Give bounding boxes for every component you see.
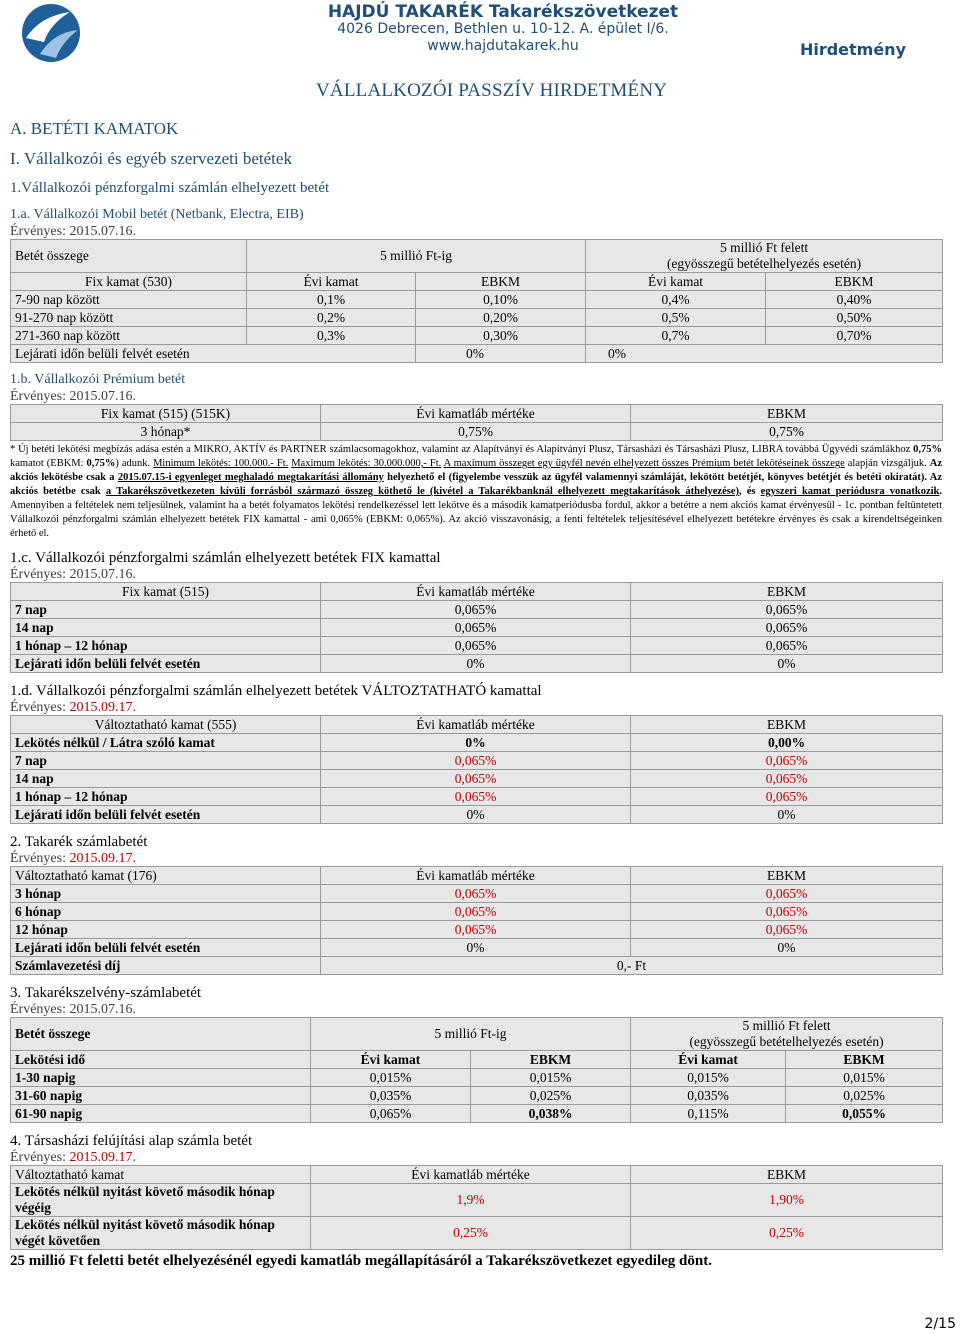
note-rate: 0,75% bbox=[913, 444, 942, 455]
s1c-valid: Érvényes: 2015.07.16. bbox=[10, 567, 136, 582]
table-cell: Évi kamatláb mértéke bbox=[321, 583, 631, 601]
table-cell: Évi kamat bbox=[586, 273, 766, 291]
hajdu-takarek-logo bbox=[20, 2, 82, 64]
table-cell: 0,115% bbox=[631, 1105, 786, 1123]
table-cell: 0,065% bbox=[631, 637, 943, 655]
table-row bbox=[11, 752, 943, 770]
s1b-valid: Érvényes: 2015.07.16. bbox=[10, 389, 136, 404]
table-row bbox=[11, 423, 943, 441]
valid-date: 2015.09.17. bbox=[69, 1150, 136, 1165]
table-row bbox=[11, 921, 943, 939]
main-content bbox=[10, 116, 942, 1270]
s3-table bbox=[10, 1017, 943, 1123]
bank-website[interactable]: www.hajdutakarek.hu bbox=[427, 38, 579, 54]
table-cell: EBKM bbox=[631, 867, 943, 885]
table-cell: EBKM bbox=[786, 1051, 943, 1069]
table-cell: 0,065% bbox=[321, 921, 631, 939]
table-cell: 6 hónap bbox=[11, 903, 321, 921]
s2-valid bbox=[10, 851, 942, 866]
table-cell: 0,4% bbox=[586, 291, 766, 309]
table-cell: 0,065% bbox=[321, 752, 631, 770]
table-cell: Lejárati időn belüli felvét esetén bbox=[11, 806, 321, 824]
table-cell: 3 hónap bbox=[11, 885, 321, 903]
table-cell: 0,025% bbox=[471, 1087, 631, 1105]
table-row bbox=[11, 1217, 943, 1250]
table-cell: 0% bbox=[321, 655, 631, 673]
table-row bbox=[11, 716, 943, 734]
table-cell: Évi kamat bbox=[247, 273, 416, 291]
table-cell: 0,015% bbox=[786, 1069, 943, 1087]
table-cell: 12 hónap bbox=[11, 921, 321, 939]
table-cell: 0,065% bbox=[321, 885, 631, 903]
table-row bbox=[11, 619, 943, 637]
note-bold: , és bbox=[739, 486, 761, 497]
table-cell: EBKM bbox=[631, 716, 943, 734]
valid-label: Érvényes: bbox=[10, 1150, 70, 1165]
table-cell: Évi kamat bbox=[311, 1051, 471, 1069]
table-cell: Lekötés nélkül nyitást követő második hónap végéig bbox=[11, 1184, 311, 1217]
table-cell: Évi kamatláb mértéke bbox=[311, 1166, 631, 1184]
s1a-table bbox=[10, 239, 943, 363]
table-cell: 0,065% bbox=[321, 788, 631, 806]
table-cell: 1 hónap – 12 hónap bbox=[11, 637, 321, 655]
table-cell: 1,9% bbox=[311, 1184, 631, 1217]
table-cell: 14 nap bbox=[11, 619, 321, 637]
s1d-valid bbox=[10, 700, 942, 715]
s1b-footnote bbox=[10, 443, 942, 541]
table-row bbox=[11, 637, 943, 655]
cell-line: 5 millió Ft felett bbox=[719, 240, 809, 255]
table-cell: Betét összege bbox=[11, 240, 247, 273]
table-cell: Évi kamat bbox=[631, 1051, 786, 1069]
table-cell: 5 millió Ft-ig bbox=[311, 1018, 631, 1051]
table-cell: 3 hónap* bbox=[11, 423, 321, 441]
valid-label: Érvényes: bbox=[10, 700, 70, 715]
table-cell: 1,90% bbox=[631, 1184, 943, 1217]
table-cell: Lejárati időn belüli felvét esetén bbox=[11, 939, 321, 957]
table-cell: 7 nap bbox=[11, 752, 321, 770]
table-cell: EBKM bbox=[631, 583, 943, 601]
valid-date: 2015.09.17. bbox=[69, 851, 136, 866]
table-cell: 0,025% bbox=[786, 1087, 943, 1105]
doc-type: Hirdetmény bbox=[799, 40, 906, 59]
table-cell bbox=[586, 240, 943, 273]
table-row bbox=[11, 655, 943, 673]
table-cell: 0,065% bbox=[631, 788, 943, 806]
table-cell: 7 nap bbox=[11, 601, 321, 619]
table-cell: 0% bbox=[321, 734, 631, 752]
table-cell: 0,065% bbox=[321, 770, 631, 788]
valid-label: Érvényes: bbox=[10, 851, 70, 866]
s1a-valid: Érvényes: 2015.07.16. bbox=[10, 224, 136, 239]
table-cell: Számlavezetési díj bbox=[11, 957, 321, 975]
table-cell: 0% bbox=[321, 806, 631, 824]
table-row bbox=[11, 1087, 943, 1105]
table-cell: 0,065% bbox=[321, 903, 631, 921]
table-cell: 0,065% bbox=[631, 903, 943, 921]
table-cell: 0% bbox=[416, 345, 586, 363]
table-cell: 0,30% bbox=[416, 327, 586, 345]
table-row bbox=[11, 734, 943, 752]
table-row bbox=[11, 1051, 943, 1069]
note-bold: helyezhető el (figyelembe vesszük az ügyfél valamennyi számláját, lekötött betétjét, könyves betétjét és betéti okiratát). Az akciós betétbe csak bbox=[10, 472, 942, 497]
table-row bbox=[11, 309, 943, 327]
table-cell: 0,065% bbox=[631, 885, 943, 903]
note-bold-underline: egyszeri kamat periódusra vonatkozik bbox=[760, 486, 940, 497]
table-cell: Lekötés nélkül / Látra szóló kamat bbox=[11, 734, 321, 752]
table-cell: Lejárati időn belüli felvét esetén bbox=[11, 345, 416, 363]
section-i-heading: I. Vállalkozói és egyéb szervezeti betétek bbox=[10, 149, 292, 168]
note-max: Maximum lekötés: 30.000.000,- Ft. bbox=[291, 458, 442, 469]
table-cell: 0,00% bbox=[631, 734, 943, 752]
table-cell: 14 nap bbox=[11, 770, 321, 788]
table-row bbox=[11, 601, 943, 619]
note-bold-underline: 2015.07.15-i egyenleget meghaladó megtakarítási állomány bbox=[117, 472, 384, 483]
table-cell: Változtatható kamat bbox=[11, 1166, 311, 1184]
table-row bbox=[11, 1184, 943, 1217]
s1-heading: 1.Vállalkozói pénzforgalmi számlán elhelyezett betét bbox=[10, 180, 330, 196]
footer-note: 25 millió Ft feletti betét elhelyezésénél egyedi kamatláb megállapításáról a Takarékszövetkezet egyedileg dönt. bbox=[10, 1253, 712, 1269]
table-cell: 0,40% bbox=[766, 291, 943, 309]
s1b-heading: 1.b. Vállalkozói Prémium betét bbox=[10, 372, 186, 387]
table-cell: Változtatható kamat (555) bbox=[11, 716, 321, 734]
table-cell: 0,25% bbox=[311, 1217, 631, 1250]
s4-heading: 4. Társasházi felújítási alap számla betét bbox=[10, 1133, 253, 1149]
table-cell bbox=[631, 1018, 943, 1051]
table-cell: EBKM bbox=[766, 273, 943, 291]
table-cell: 0,50% bbox=[766, 309, 943, 327]
table-cell: 0% bbox=[631, 939, 943, 957]
table-cell: Évi kamatláb mértéke bbox=[321, 867, 631, 885]
table-cell: 7-90 nap között bbox=[11, 291, 247, 309]
table-cell: 0% bbox=[586, 345, 943, 363]
note-bold: Az akciós lekötésbe csak a bbox=[10, 458, 942, 483]
note-bold: . bbox=[939, 486, 943, 497]
table-row bbox=[11, 957, 943, 975]
table-cell: 0,5% bbox=[586, 309, 766, 327]
table-cell: 0,015% bbox=[311, 1069, 471, 1087]
s1c-heading: 1.c. Vállalkozói pénzforgalmi számlán elhelyezett betétek FIX kamattal bbox=[10, 550, 441, 566]
table-row bbox=[11, 903, 943, 921]
table-cell: 0,015% bbox=[471, 1069, 631, 1087]
s1d-heading: 1.d. Vállalkozói pénzforgalmi számlán elhelyezett betétek VÁLTOZTATHATÓ kamattal bbox=[10, 683, 542, 699]
table-row bbox=[11, 1105, 943, 1123]
s1c-table bbox=[10, 582, 943, 673]
bank-name: HAJDÚ TAKARÉK Takarékszövetkezet bbox=[327, 2, 679, 22]
table-cell: Lekötés nélkül nyitást követő második hónap végét követően bbox=[11, 1217, 311, 1250]
s4-valid bbox=[10, 1150, 942, 1165]
page-title: VÁLLALKOZÓI PASSZÍV HIRDETMÉNY bbox=[316, 80, 668, 101]
table-cell: Lekötési idő bbox=[11, 1051, 311, 1069]
table-cell: 0,70% bbox=[766, 327, 943, 345]
table-row bbox=[11, 770, 943, 788]
table-row bbox=[11, 1018, 943, 1051]
page-header bbox=[0, 0, 960, 80]
table-cell: 0,7% bbox=[586, 327, 766, 345]
table-cell: Fix kamat (515) (515K) bbox=[11, 405, 321, 423]
s1b-table bbox=[10, 404, 943, 441]
table-cell: 0,- Ft bbox=[321, 957, 943, 975]
table-cell: EBKM bbox=[471, 1051, 631, 1069]
table-cell: 0,20% bbox=[416, 309, 586, 327]
s3-valid: Érvényes: 2015.07.16. bbox=[10, 1002, 136, 1017]
note-text: alapján vizsgáljuk. bbox=[844, 458, 930, 469]
table-row bbox=[11, 405, 943, 423]
table-cell: 0,2% bbox=[247, 309, 416, 327]
table-row bbox=[11, 788, 943, 806]
valid-date: 2015.09.17. bbox=[69, 700, 136, 715]
table-cell: 0,015% bbox=[631, 1069, 786, 1087]
table-cell: 271-360 nap között bbox=[11, 327, 247, 345]
note-text: ) adunk. bbox=[115, 458, 154, 469]
table-cell: 0,035% bbox=[631, 1087, 786, 1105]
table-cell: EBKM bbox=[416, 273, 586, 291]
table-cell: 0,065% bbox=[321, 637, 631, 655]
cell-line: (egyösszegű betételhelyezés esetén) bbox=[689, 1034, 884, 1049]
section-a-heading: A. BETÉTI KAMATOK bbox=[10, 119, 179, 138]
note-bold-underline: a Takarékszövetkezeten kívüli forrásból származó összeg köthető le (kivétel a Takarékbanknál elhelyezett megtakarítások áthelyezése) bbox=[105, 486, 740, 497]
table-cell: 31-60 napig bbox=[11, 1087, 311, 1105]
table-cell: Fix kamat (530) bbox=[11, 273, 247, 291]
table-row bbox=[11, 240, 943, 273]
table-cell: 0,065% bbox=[631, 752, 943, 770]
table-cell: 1-30 napig bbox=[11, 1069, 311, 1087]
table-row bbox=[11, 345, 943, 363]
cell-line: 5 millió Ft felett bbox=[742, 1018, 831, 1033]
table-cell: 0,065% bbox=[321, 619, 631, 637]
s2-heading: 2. Takarék számlabetét bbox=[10, 834, 148, 850]
table-cell: 0% bbox=[631, 806, 943, 824]
table-cell: 0,065% bbox=[631, 921, 943, 939]
table-row bbox=[11, 583, 943, 601]
s1a-heading: 1.a. Vállalkozói Mobil betét (Netbank, Electra, EIB) bbox=[10, 207, 304, 222]
cell-line: (egyösszegű betételhelyezés esetén) bbox=[666, 256, 862, 271]
table-cell: 0,055% bbox=[786, 1105, 943, 1123]
table-row bbox=[11, 327, 943, 345]
table-cell: 0,065% bbox=[631, 619, 943, 637]
table-cell: 0% bbox=[631, 655, 943, 673]
table-cell: 0,065% bbox=[311, 1105, 471, 1123]
table-cell: Változtatható kamat (176) bbox=[11, 867, 321, 885]
table-cell: Fix kamat (515) bbox=[11, 583, 321, 601]
table-cell: 0,065% bbox=[631, 601, 943, 619]
table-cell: 61-90 napig bbox=[11, 1105, 311, 1123]
s1d-table bbox=[10, 715, 943, 824]
table-row bbox=[11, 273, 943, 291]
table-row bbox=[11, 291, 943, 309]
table-cell: EBKM bbox=[631, 1166, 943, 1184]
table-cell: 0,75% bbox=[631, 423, 943, 441]
table-row bbox=[11, 939, 943, 957]
table-cell: 0,75% bbox=[321, 423, 631, 441]
s3-heading: 3. Takarékszelvény-számlabetét bbox=[10, 985, 202, 1001]
table-cell: 0,065% bbox=[631, 770, 943, 788]
table-cell: EBKM bbox=[631, 405, 943, 423]
table-cell: 0% bbox=[321, 939, 631, 957]
table-cell: 0,038% bbox=[471, 1105, 631, 1123]
table-cell: 0,065% bbox=[321, 601, 631, 619]
table-cell: 0,25% bbox=[631, 1217, 943, 1250]
note-max-rule: A maximum összeget egy ügyfél nevén elhelyezett összes Prémium betét lekötéseinek összege bbox=[443, 458, 845, 469]
bank-address: 4026 Debrecen, Bethlen u. 10-12. A. épület I/6. bbox=[337, 21, 669, 37]
table-cell: 1 hónap – 12 hónap bbox=[11, 788, 321, 806]
note-text: * Új betéti lekötési megbízás adása estén a MIKRO, AKTÍV és PARTNER számlacsomagokhoz, valamint az Alapítványi és Alapítványi Plusz, Társasházi és Társasházi Plusz, LIBRA továbbá Ügyvédi számlákhoz bbox=[10, 444, 914, 455]
table-cell: Évi kamatláb mértéke bbox=[321, 716, 631, 734]
table-row bbox=[11, 1166, 943, 1184]
note-min: Minimum lekötés: 100.000.- Ft. bbox=[153, 458, 289, 469]
table-cell: 0,10% bbox=[416, 291, 586, 309]
table-row bbox=[11, 867, 943, 885]
table-row bbox=[11, 885, 943, 903]
note-text: Amennyiben a feltételek nem teljesülnek, valamint ha a betét folyamatos lekötési rendelkezéssel lett lekötve és a második kamatperiódusba fordul, akkor a betétre a nem akciós kamat érvényesül - 1c. pontban feltüntetett Vállalkozói pénzforgalmi számlán elhelyezett betétek FIX kamattal - ami 0,065% (EBKM: 0,065%). Az akció visszavonásig, a fenti feltételek teljesítésével elhelyezett betétekre érvényes és csak a kirendeltségeinken érhető el. bbox=[10, 500, 942, 539]
table-cell: 0,035% bbox=[311, 1087, 471, 1105]
table-row bbox=[11, 1069, 943, 1087]
table-cell: Évi kamatláb mértéke bbox=[321, 405, 631, 423]
s2-table bbox=[10, 866, 943, 975]
note-rate: 0,75% bbox=[86, 458, 116, 469]
note-text: kamatot (EBKM: bbox=[10, 458, 87, 469]
table-cell: Lejárati időn belüli felvét esetén bbox=[11, 655, 321, 673]
table-row bbox=[11, 806, 943, 824]
table-cell: Betét összege bbox=[11, 1018, 311, 1051]
table-cell: 0,3% bbox=[247, 327, 416, 345]
s4-table bbox=[10, 1165, 943, 1250]
table-cell: 5 millió Ft-ig bbox=[247, 240, 586, 273]
table-cell: 0,1% bbox=[247, 291, 416, 309]
page-number: 2/15 bbox=[924, 1316, 956, 1332]
table-cell: 91-270 nap között bbox=[11, 309, 247, 327]
